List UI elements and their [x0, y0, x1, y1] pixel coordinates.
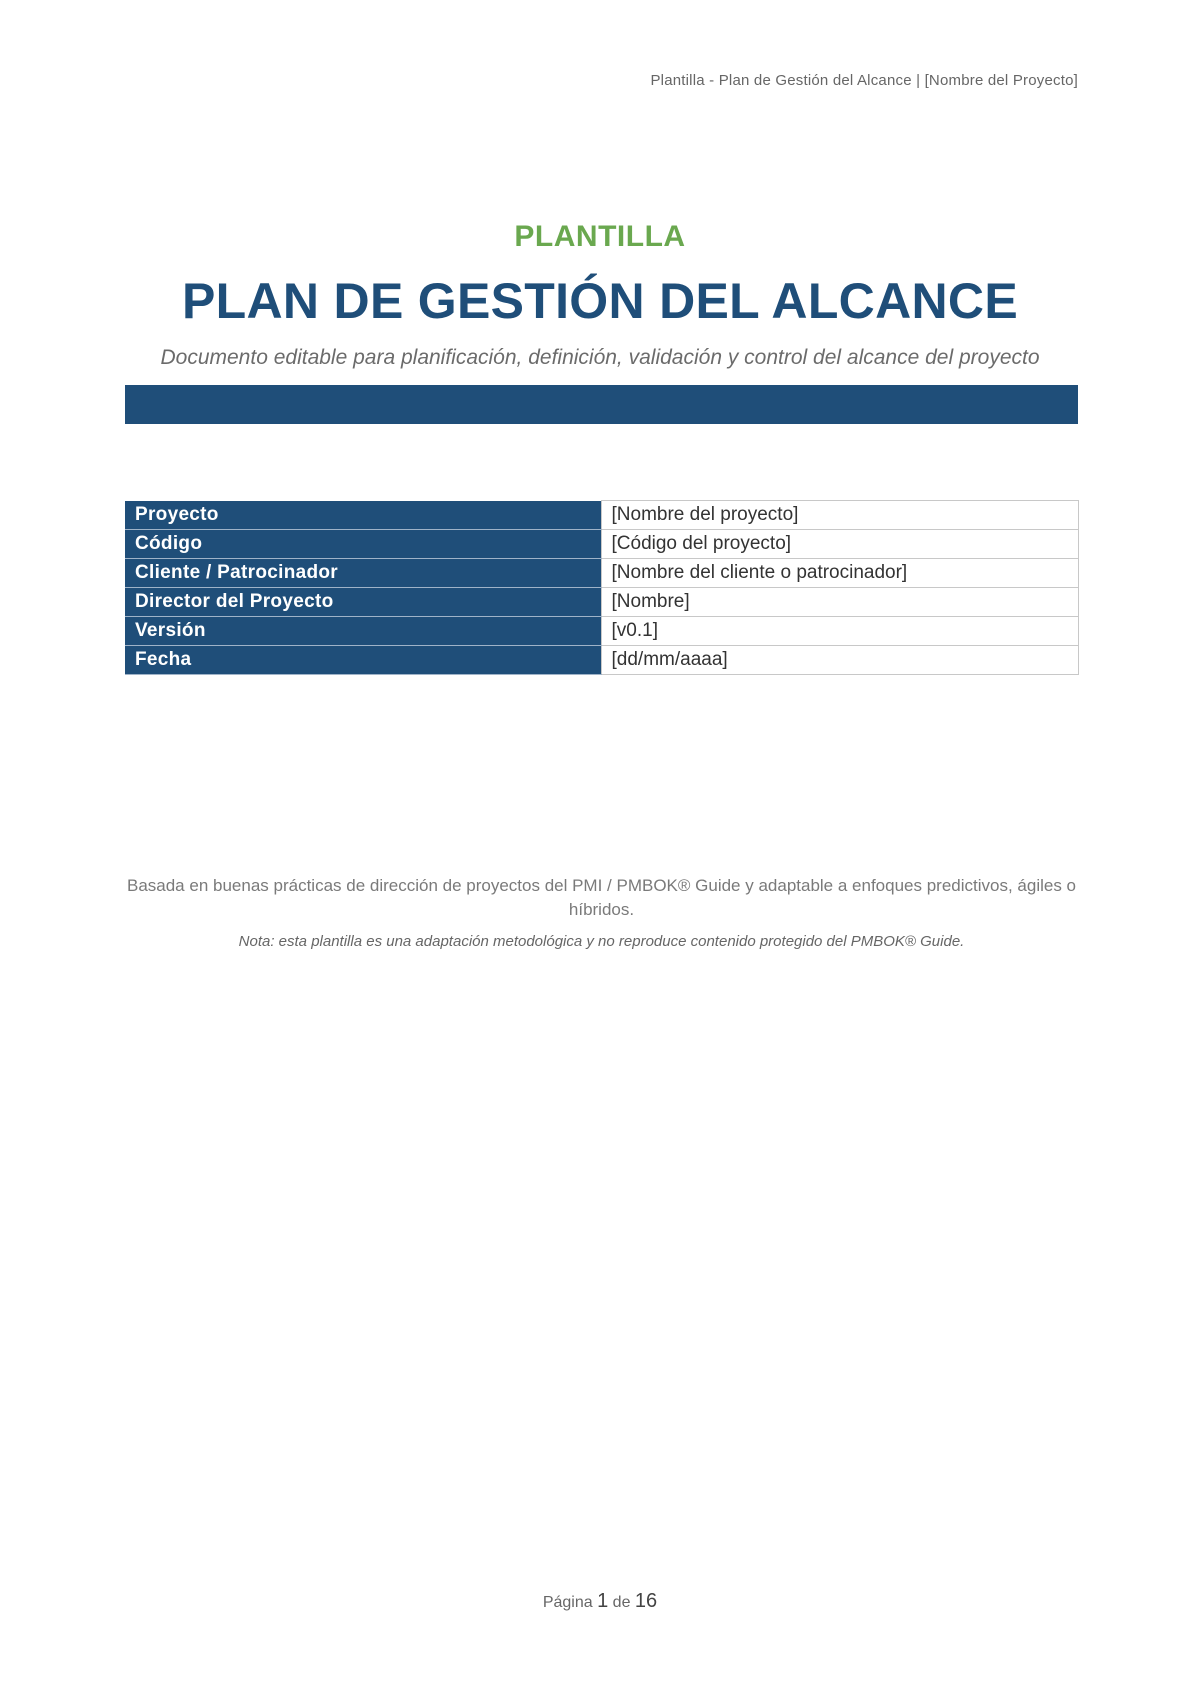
row-value[interactable]: [Nombre]	[601, 588, 1079, 617]
row-value[interactable]: [v0.1]	[601, 617, 1079, 646]
table-row	[125, 646, 1079, 675]
row-key: Director del Proyecto	[125, 588, 601, 617]
table-row	[125, 501, 1079, 530]
page-current: 1	[597, 1590, 609, 1612]
row-key: Versión	[125, 617, 601, 646]
page-number-footer	[0, 1590, 1200, 1613]
row-key: Cliente / Patrocinador	[125, 559, 601, 588]
document-subtitle: Documento editable para planificación, definición, validación y control del alcance del proyecto	[160, 346, 1040, 369]
page-of-label: de	[612, 1594, 631, 1611]
table-row	[125, 617, 1079, 646]
row-value[interactable]: [Nombre del proyecto]	[601, 501, 1079, 530]
project-info-table	[125, 500, 1079, 675]
copyright-note: Nota: esta plantilla es una adaptación metodológica y no reproduce contenido protegido del PMBOK® Guide.	[238, 933, 965, 950]
row-value[interactable]: [dd/mm/aaaa]	[601, 646, 1079, 675]
document-title: PLAN DE GESTIÓN DEL ALCANCE	[182, 273, 1018, 329]
row-key: Código	[125, 530, 601, 559]
table-row	[125, 588, 1079, 617]
page-label: Página	[542, 1594, 593, 1611]
methodology-statement: Basada en buenas prácticas de dirección de proyectos del PMI / PMBOK® Guide y adaptable a enfoques predictivos, ágiles o híbridos.	[126, 876, 1077, 919]
document-label: PLANTILLA	[514, 220, 686, 253]
row-value[interactable]: [Código del proyecto]	[601, 530, 1079, 559]
table-row	[125, 530, 1079, 559]
running-header: Plantilla - Plan de Gestión del Alcance | [Nombre del Proyecto]	[650, 72, 1078, 89]
title-divider-bar	[125, 385, 1078, 424]
page-total: 16	[634, 1590, 658, 1612]
row-key: Proyecto	[125, 501, 601, 530]
row-value[interactable]: [Nombre del cliente o patrocinador]	[601, 559, 1079, 588]
table-row	[125, 559, 1079, 588]
row-key: Fecha	[125, 646, 601, 675]
